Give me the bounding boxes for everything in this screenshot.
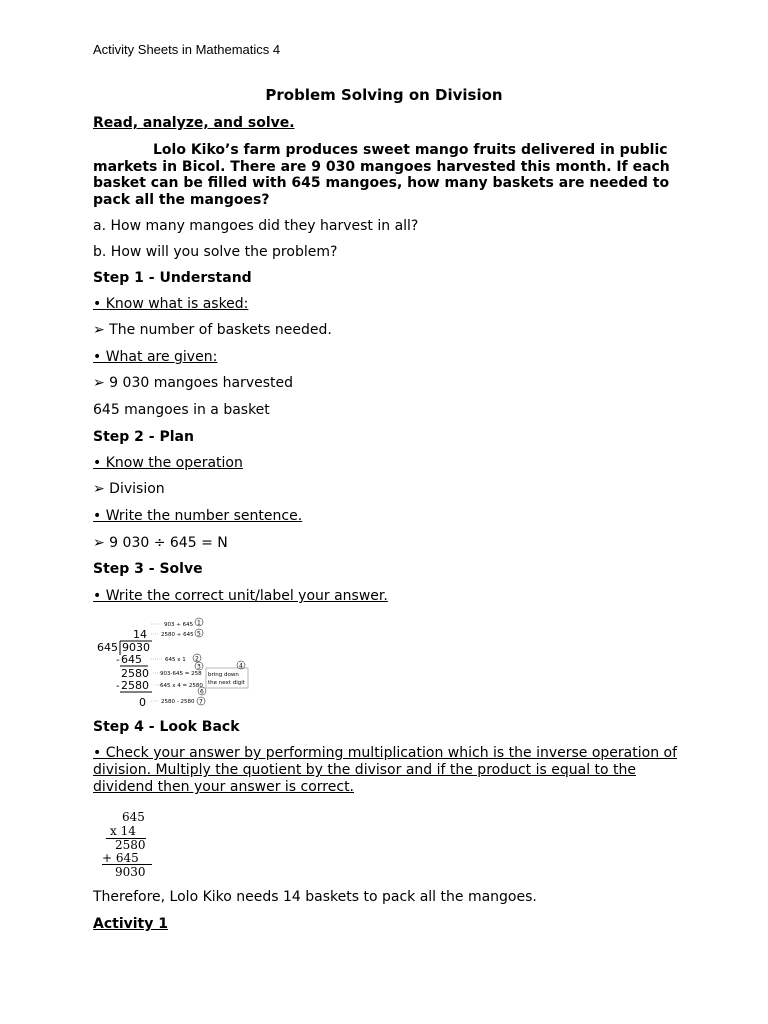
page-header: Activity Sheets in Mathematics 4 bbox=[93, 42, 281, 57]
ld-note-3: 645 x 1 bbox=[165, 657, 186, 663]
long-division-figure bbox=[96, 615, 256, 711]
ld-marker-6 bbox=[198, 687, 206, 696]
ld-marker-7-label: 7 bbox=[199, 698, 203, 706]
ld-note-6: 2580 - 2580 bbox=[161, 699, 195, 705]
ld-marker-5-label: 5 bbox=[197, 630, 201, 638]
mult-partial-1: 2580 bbox=[115, 838, 146, 852]
step4-heading: Step 4 - Look Back bbox=[93, 719, 240, 735]
mult-partial-2: + 645 bbox=[102, 851, 139, 865]
asked-answer: ➢ The number of baskets needed. bbox=[93, 322, 332, 338]
ld-note-2: 2580 ÷ 645 bbox=[161, 632, 194, 638]
ld-sub2: 2580 bbox=[121, 679, 149, 692]
question-b: b. How will you solve the problem? bbox=[93, 244, 338, 260]
given-label: • What are given: bbox=[93, 349, 218, 365]
mult-result: 9030 bbox=[115, 865, 146, 879]
ld-note-box-line-2: the next digit bbox=[208, 680, 245, 686]
given-1: ➢ 9 030 mangoes harvested bbox=[93, 375, 293, 391]
ld-final: 0 bbox=[139, 696, 146, 709]
ld-marker-6-label: 6 bbox=[200, 688, 204, 696]
check-instruction: • Check your answer by performing multiplication which is the inverse operation of division. Multiply the quotient by the divisor and if the product is equal to the dividend then your answer is correct. bbox=[93, 745, 678, 795]
step2-heading: Step 2 - Plan bbox=[93, 429, 194, 445]
mult-top: 645 bbox=[122, 810, 145, 824]
ld-marker-2-label: 2 bbox=[195, 655, 199, 663]
ld-marker-1-label: 1 bbox=[197, 619, 201, 627]
sentence-label: • Write the number sentence. bbox=[93, 508, 303, 524]
ld-marker-3 bbox=[195, 662, 203, 671]
ld-marker-4-label: 4 bbox=[239, 662, 243, 670]
ld-marker-5 bbox=[195, 629, 203, 638]
ld-marker-7 bbox=[197, 697, 205, 706]
ld-note-box-line-1: bring down bbox=[208, 672, 239, 678]
conclusion: Therefore, Lolo Kiko needs 14 baskets to pack all the mangoes. bbox=[93, 889, 537, 905]
ld-minus-1: - bbox=[116, 655, 120, 666]
page-title: Problem Solving on Division bbox=[265, 86, 503, 104]
number-sentence: ➢ 9 030 ÷ 645 = N bbox=[93, 535, 228, 551]
question-a: a. How many mangoes did they harvest in all? bbox=[93, 218, 419, 234]
step1-heading: Step 1 - Understand bbox=[93, 270, 252, 286]
ld-note-5: 645 x 4 = 2580 bbox=[160, 683, 203, 689]
ld-quotient: 14 bbox=[133, 628, 147, 641]
step3-heading: Step 3 - Solve bbox=[93, 561, 203, 577]
activity-heading: Activity 1 bbox=[93, 916, 168, 932]
ld-dividend: 9030 bbox=[122, 641, 150, 654]
ld-note-1: 903 ÷ 645 bbox=[164, 622, 194, 628]
mult-times: x 14 bbox=[110, 824, 136, 838]
asked-label: • Know what is asked: bbox=[93, 296, 249, 312]
ld-sub1: 645 bbox=[121, 653, 142, 666]
ld-marker-2 bbox=[193, 654, 201, 663]
problem-text: Lolo Kiko’s farm produces sweet mango fruits delivered in public markets in Bicol. There are 9 030 mangoes harvested this month. If each basket can be filled with 645 mangoes, how many baskets are needed to pack all the mangoes? bbox=[93, 142, 670, 208]
ld-divisor: 645 bbox=[97, 641, 118, 654]
ld-marker-1 bbox=[195, 618, 203, 627]
instruction: Read, analyze, and solve. bbox=[93, 115, 295, 131]
operation: ➢ Division bbox=[93, 481, 165, 497]
given-2: 645 mangoes in a basket bbox=[93, 402, 270, 418]
ld-note-4: 903-645 = 258 bbox=[160, 671, 202, 677]
ld-minus-2: - bbox=[116, 681, 120, 692]
ld-note-box-text bbox=[208, 672, 246, 686]
ld-marker-3-label: 3 bbox=[197, 663, 201, 671]
ld-rem1: 2580 bbox=[121, 667, 149, 680]
multiplication-check bbox=[100, 808, 160, 883]
operation-label: • Know the operation bbox=[93, 455, 243, 471]
unit-label: • Write the correct unit/label your answer. bbox=[93, 588, 388, 604]
